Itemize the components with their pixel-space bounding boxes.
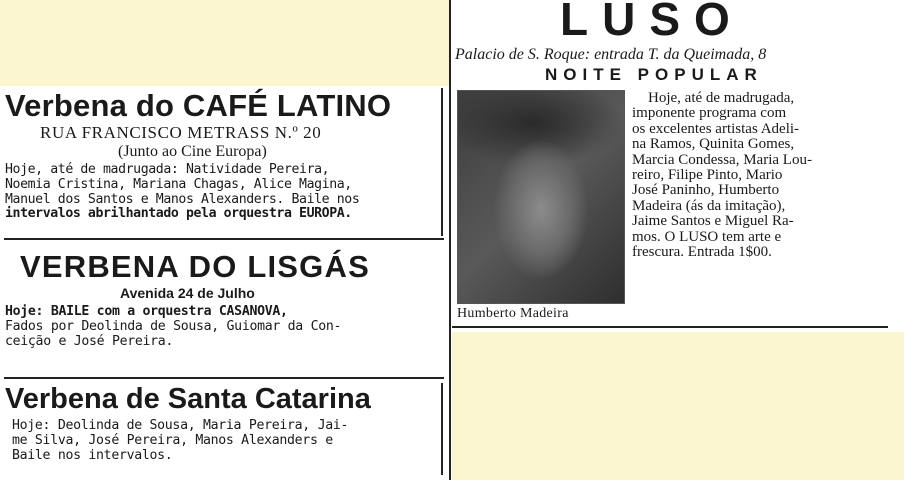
- body-line: Noemia Cristina, Mariana Chagas, Alice Magina,: [5, 176, 352, 192]
- body-line: me Silva, José Pereira, Manos Alexanders e: [12, 433, 333, 448]
- luso-logo: LUSO: [560, 0, 744, 45]
- body-line: Hoje: Deolinda de Sousa, Maria Pereira, Jai-: [12, 418, 349, 433]
- column-divider: [449, 0, 451, 480]
- body-line: intervalos abrilhantado pela orquestra EUROPA.: [5, 206, 352, 222]
- body-line: imponente programa com: [632, 105, 787, 122]
- cafe-latino-body: [5, 163, 359, 222]
- body-line: frescura. Entrada 1$00.: [632, 244, 772, 261]
- body-line: Manuel dos Santos e Manos Alexanders. Baile nos: [5, 191, 360, 207]
- body-line: Hoje, até de madrugada,: [648, 90, 795, 106]
- luso-address: Palacio de S. Roque: entrada T. da Queimada, 8: [455, 46, 767, 63]
- lisgas-address: Avenida 24 de Julho: [120, 285, 255, 301]
- santa-catarina-title: Verbena de Santa Catarina: [5, 383, 371, 415]
- luso-body: [632, 91, 812, 260]
- photo-caption: Humberto Madeira: [457, 306, 569, 321]
- body-line: mos. O LUSO tem arte e: [632, 228, 782, 245]
- luso-bottom-rule: [452, 326, 888, 328]
- body-line: na Ramos, Quinita Gomes,: [632, 136, 795, 153]
- body-line: os excelentes artistas Adeli-: [632, 120, 800, 137]
- luso-heading: NOITE POPULAR: [545, 65, 763, 84]
- body-line: Madeira (ás da imitação),: [632, 197, 786, 214]
- body-line: Marcia Condessa, Maria Lou-: [632, 151, 812, 168]
- body-line: ceição e José Pereira.: [5, 334, 174, 349]
- cafe-latino-address: RUA FRANCISCO METRASS N.º 20: [40, 123, 322, 142]
- body-line: Baile nos intervalos.: [12, 448, 173, 463]
- cafe-latino-note: (Junto ao Cine Europa): [118, 143, 267, 160]
- lisgas-body: [5, 304, 341, 349]
- santa-catarina-right-rule: [441, 383, 443, 475]
- body-line: Hoje, até de madrugada: Natividade Pereira,: [5, 162, 330, 177]
- cafe-ad-right-rule: [441, 88, 443, 236]
- body-line: reiro, Filipe Pinto, Mario: [632, 167, 783, 184]
- body-line: Hoje: BAILE com a orquestra CASANOVA,: [5, 304, 288, 319]
- cafe-latino-title: Verbena do CAFÉ LATINO: [5, 88, 392, 123]
- portrait-photo: [457, 90, 625, 304]
- lisgas-title: VERBENA DO LISGÁS: [20, 249, 370, 284]
- body-line: Fados por Deolinda de Sousa, Guiomar da Con-: [5, 319, 342, 334]
- body-line: José Paninho, Humberto: [632, 182, 780, 199]
- body-line: Jaime Santos e Miguel Ra-: [632, 213, 794, 230]
- cafe-ad-bottom-rule: [4, 238, 444, 240]
- santa-catarina-body: [12, 418, 348, 463]
- lisgas-ad-bottom-rule: [4, 377, 444, 379]
